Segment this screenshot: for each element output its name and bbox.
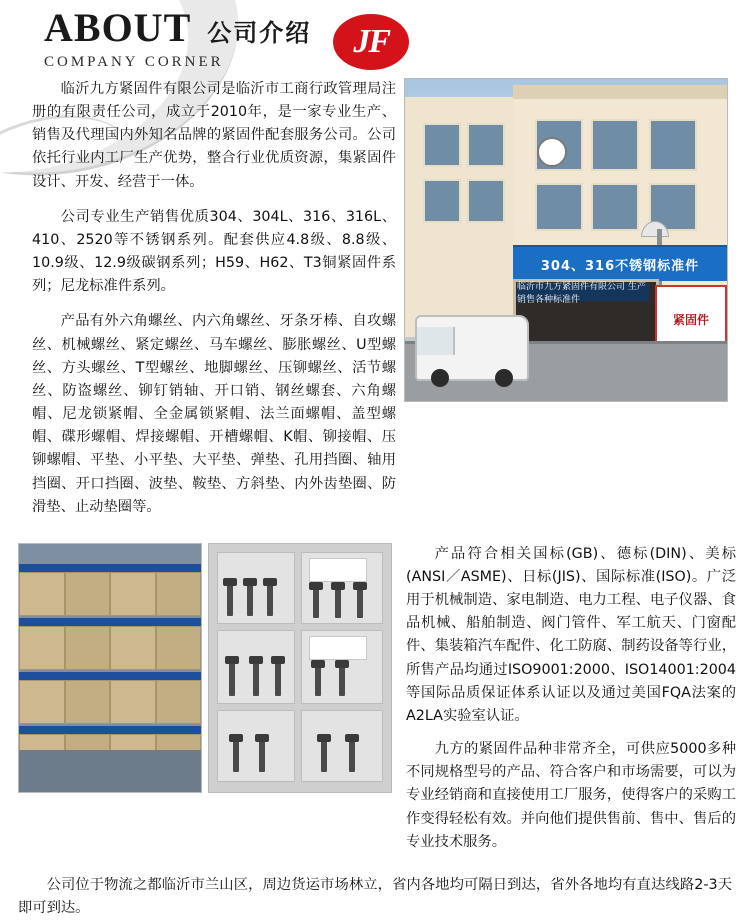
bolt-head-shape	[243, 578, 257, 586]
carton	[110, 572, 156, 616]
capability-text-column	[392, 543, 736, 864]
van-wheel	[431, 369, 449, 387]
intro-text-column	[14, 78, 396, 531]
bolt-shape	[335, 588, 341, 618]
bolt-shape	[233, 740, 239, 772]
window	[423, 179, 461, 223]
bolt-head-shape	[353, 582, 367, 590]
shelf-beam	[19, 564, 201, 572]
bolt-shape	[339, 666, 345, 696]
capability-section	[0, 531, 750, 864]
bolt-head-shape	[271, 656, 285, 664]
bolt-shape	[349, 740, 355, 772]
wall-clock-icon	[537, 137, 567, 167]
capability-paragraph-2: 九方的紧固件品种非常齐全，可供应5000多种不同规格型号的产品、符合客户和市场需要，可以为专业经销商和直接使用工厂服务，使得客户的采购工作变得轻松有效。并向他们提供售前、售中、售后的专业技术服务。	[406, 741, 736, 850]
logistics-paragraph: 公司位于物流之都临沂市兰山区，周边货运市场林立，省内各地均可隔日到达，省外各地均有直达线路2-3天即可到达。	[18, 876, 732, 916]
title-row	[44, 5, 312, 50]
page-title-cn: 公司介绍	[207, 19, 312, 47]
side-signboard: 紧固件	[655, 285, 727, 355]
bolt-shape	[357, 588, 363, 618]
window	[591, 119, 639, 171]
carton	[110, 626, 156, 670]
box-row	[19, 572, 201, 616]
carton	[156, 680, 202, 724]
carton	[110, 680, 156, 724]
delivery-van	[415, 315, 529, 381]
carton	[19, 626, 65, 670]
warehouse-floor	[19, 750, 201, 792]
bolt-head-shape	[255, 734, 269, 742]
page-subtitle-en: COMPANY CORNER	[44, 54, 224, 70]
window	[591, 183, 639, 231]
bolt-head-shape	[229, 734, 243, 742]
bolt-shape	[321, 740, 327, 772]
storefront-photo	[404, 78, 728, 402]
shop-sign-text: 临沂市九方紧固件有限公司 生产销售各种标准件	[517, 283, 649, 301]
carton	[65, 572, 111, 616]
window	[649, 119, 697, 171]
bolt-head-shape	[223, 578, 237, 586]
carton	[19, 572, 65, 616]
bolt-shape	[259, 740, 265, 772]
intro-paragraph-3: 产品有外六角螺丝、内六角螺丝、牙条牙棒、自攻螺丝、机械螺丝、紧定螺丝、马车螺丝、膨胀螺丝、U型螺丝、方头螺丝、T型螺丝、地脚螺丝、压铆螺丝、活节螺丝、防盗螺丝、铆钉销轴、开口销、钢丝螺套、六角螺帽、尼龙锁紧帽、全金属锁紧帽、法兰面螺帽、盖型螺帽、碟形螺帽、焊接螺帽、开槽螺帽、K帽、铆接帽、压铆螺帽、平垫、小平垫、大平垫、弹垫、孔用挡圈、轴用挡圈、开口挡圈、波垫、鞍垫、方斜垫、内外齿垫圈、防滑垫、止动垫圈等。	[32, 313, 396, 515]
bolt-head-shape	[263, 578, 277, 586]
window	[467, 179, 505, 223]
sample-label	[309, 558, 367, 582]
shelf-beam	[19, 672, 201, 680]
intro-paragraph-1: 临沂九方紧固件有限公司是临沂市工商行政管理局注册的有限责任公司，成立于2010年，是一家专业生产、销售及代理国内外知名品牌的紧固件配套服务公司。公司依托行业内工厂生产优势，整合行业优质资源，集紧固件设计、开发、经营于一体。	[32, 81, 396, 190]
bolt-head-shape	[317, 734, 331, 742]
van-cab	[417, 327, 455, 355]
bolt-shape	[253, 662, 259, 696]
bolt-shape	[315, 666, 321, 696]
bolt-shape	[229, 662, 235, 696]
bolt-shape	[275, 662, 281, 696]
shelf-beam	[19, 726, 201, 734]
box-row	[19, 626, 201, 670]
carton	[156, 626, 202, 670]
sample-bag	[301, 710, 383, 782]
storefront-banner: 304、316不锈钢标准件	[513, 245, 727, 281]
intro-paragraph-2: 公司专业生产销售优质304、304L、316、316L、410、2520等不锈钢系列。配套供应4.8级、8.8级、10.9级、12.9级碳钢系列；H59、H62、T3铜紧固件系列；尼龙标准件系列。	[32, 208, 396, 295]
van-wheel	[495, 369, 513, 387]
bolt-shape	[313, 588, 319, 618]
bolt-shape	[267, 584, 273, 616]
company-logo	[333, 10, 409, 72]
bolt-shape	[247, 584, 253, 616]
carton	[19, 680, 65, 724]
storefront-photo-column	[404, 78, 734, 531]
window	[535, 183, 583, 231]
fastener-samples-photo	[208, 543, 392, 793]
sample-bag	[217, 710, 295, 782]
shelf-beam	[19, 618, 201, 626]
carton	[65, 626, 111, 670]
roofline	[513, 85, 727, 99]
logo-text: JF	[353, 23, 390, 60]
sample-label	[309, 636, 367, 660]
carton	[156, 572, 202, 616]
bolt-head-shape	[331, 582, 345, 590]
logistics-section	[0, 864, 750, 920]
carton	[65, 680, 111, 724]
window	[467, 123, 505, 167]
box-row	[19, 680, 201, 724]
intro-section	[0, 78, 750, 531]
page-title-en: ABOUT	[44, 5, 192, 50]
bolt-head-shape	[335, 660, 349, 668]
window	[423, 123, 461, 167]
bolt-head-shape	[309, 582, 323, 590]
capability-paragraph-1: 产品符合相关国标(GB)、德标(DIN)、美标(ANSI／ASME)、日标(JIS)、国际标准(ISO)。广泛用于机械制造、家电制造、电力工程、电子仪器、食品机械、船舶制造、阀门管件、军工航天、门窗配件、集装箱汽车配件、化工防腐、制药设备等行业，所售产品均通过ISO9001:2000、ISO14001:2004等国际品质保证体系认证以及通过美国FQA法案的A2LA实验室认证。	[406, 545, 736, 724]
bolt-head-shape	[345, 734, 359, 742]
bolt-shape	[227, 584, 233, 616]
page-header	[0, 0, 750, 78]
bolt-head-shape	[311, 660, 325, 668]
header-titles	[44, 5, 312, 71]
warehouse-photo	[18, 543, 202, 793]
bolt-head-shape	[249, 656, 263, 664]
bolt-head-shape	[225, 656, 239, 664]
